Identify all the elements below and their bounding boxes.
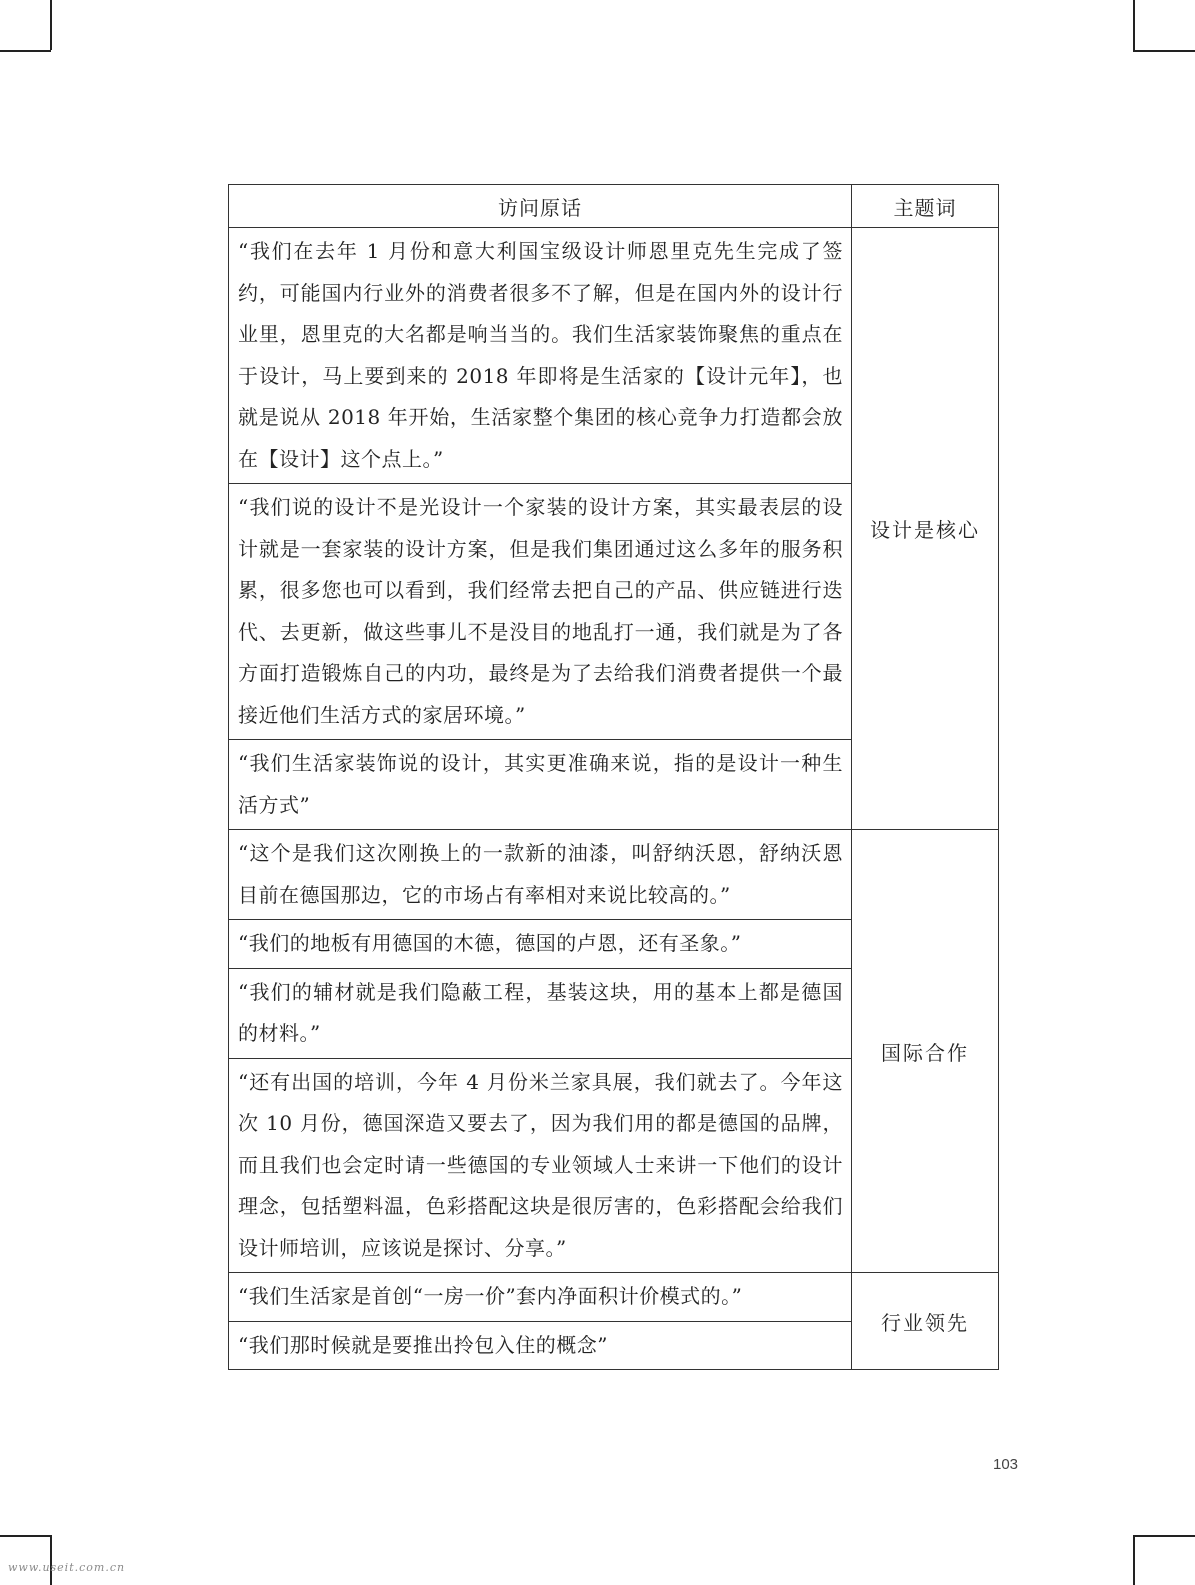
quote-cell: “我们那时候就是要推出拎包入住的概念” [229,1321,852,1370]
watermark: www.useit.com.cn [8,1561,126,1574]
quote-cell: “我们在去年 1 月份和意大利国宝级设计师恩里克先生完成了签约，可能国内行业外的消费者很多不了解，但是在国内外的设计行业里，恩里克的大名都是响当当的。我们生活家装饰聚焦的重点在于设计，马上要到来的 2018 年即将是生活家的【设计元年】，也就是说从 2018 年开始，生活家整个集团的核心竞争力打造都会放在【设计】这个点上。” [229,228,852,484]
quote-cell: “这个是我们这次刚换上的一款新的油漆，叫舒纳沃恩，舒纳沃恩目前在德国那边，它的市场占有率相对来说比较高的。” [229,830,852,920]
crop-mark-bottom-left-vertical [50,1535,52,1585]
quote-cell: “还有出国的培训，今年 4 月份米兰家具展，我们就去了。今年这次 10 月份，德国深造又要去了，因为我们用的都是德国的品牌，而且我们也会定时请一些德国的专业领域人士来讲一下他们的设计理念，包括塑料温，色彩搭配这块是很厉害的，色彩搭配会给我们设计师培训，应该说是探讨、分享。” [229,1058,852,1273]
header-quote: 访问原话 [229,185,852,228]
page-number: 103 [993,1456,1019,1473]
quote-cell: “我们生活家是首创“一房一价”套内净面积计价模式的。” [229,1273,852,1322]
table-row [229,830,999,920]
crop-mark-top-left-vertical [50,0,52,50]
table-row [229,1273,999,1322]
interview-table [228,184,999,1370]
table-row [229,228,999,484]
quote-cell: “我们的地板有用德国的木德，德国的卢恩，还有圣象。” [229,920,852,969]
header-theme: 主题词 [852,185,999,228]
crop-mark-top-right-vertical [1133,0,1135,50]
crop-mark-bottom-right-vertical [1133,1535,1135,1585]
quote-cell: “我们说的设计不是光设计一个家装的设计方案，其实最表层的设计就是一套家装的设计方案，但是我们集团通过这么多年的服务积累，很多您也可以看到，我们经常去把自己的产品、供应链进行迭代、去更新，做这些事儿不是没目的地乱打一通，我们就是为了各方面打造锻炼自己的内功，最终是为了去给我们消费者提供一个最接近他们生活方式的家居环境。” [229,484,852,740]
theme-cell: 行业领先 [852,1273,999,1370]
crop-mark-bottom-right-horizontal [1133,1535,1195,1537]
crop-mark-bottom-left-horizontal [0,1535,51,1537]
header-row [229,185,999,228]
quote-cell: “我们的辅材就是我们隐蔽工程，基装这块，用的基本上都是德国的材料。” [229,968,852,1058]
crop-mark-top-right-horizontal [1133,50,1195,52]
theme-cell: 设计是核心 [852,228,999,830]
theme-cell: 国际合作 [852,830,999,1273]
quote-cell: “我们生活家装饰说的设计，其实更准确来说，指的是设计一种生活方式” [229,740,852,830]
crop-mark-top-left-horizontal [0,50,51,52]
